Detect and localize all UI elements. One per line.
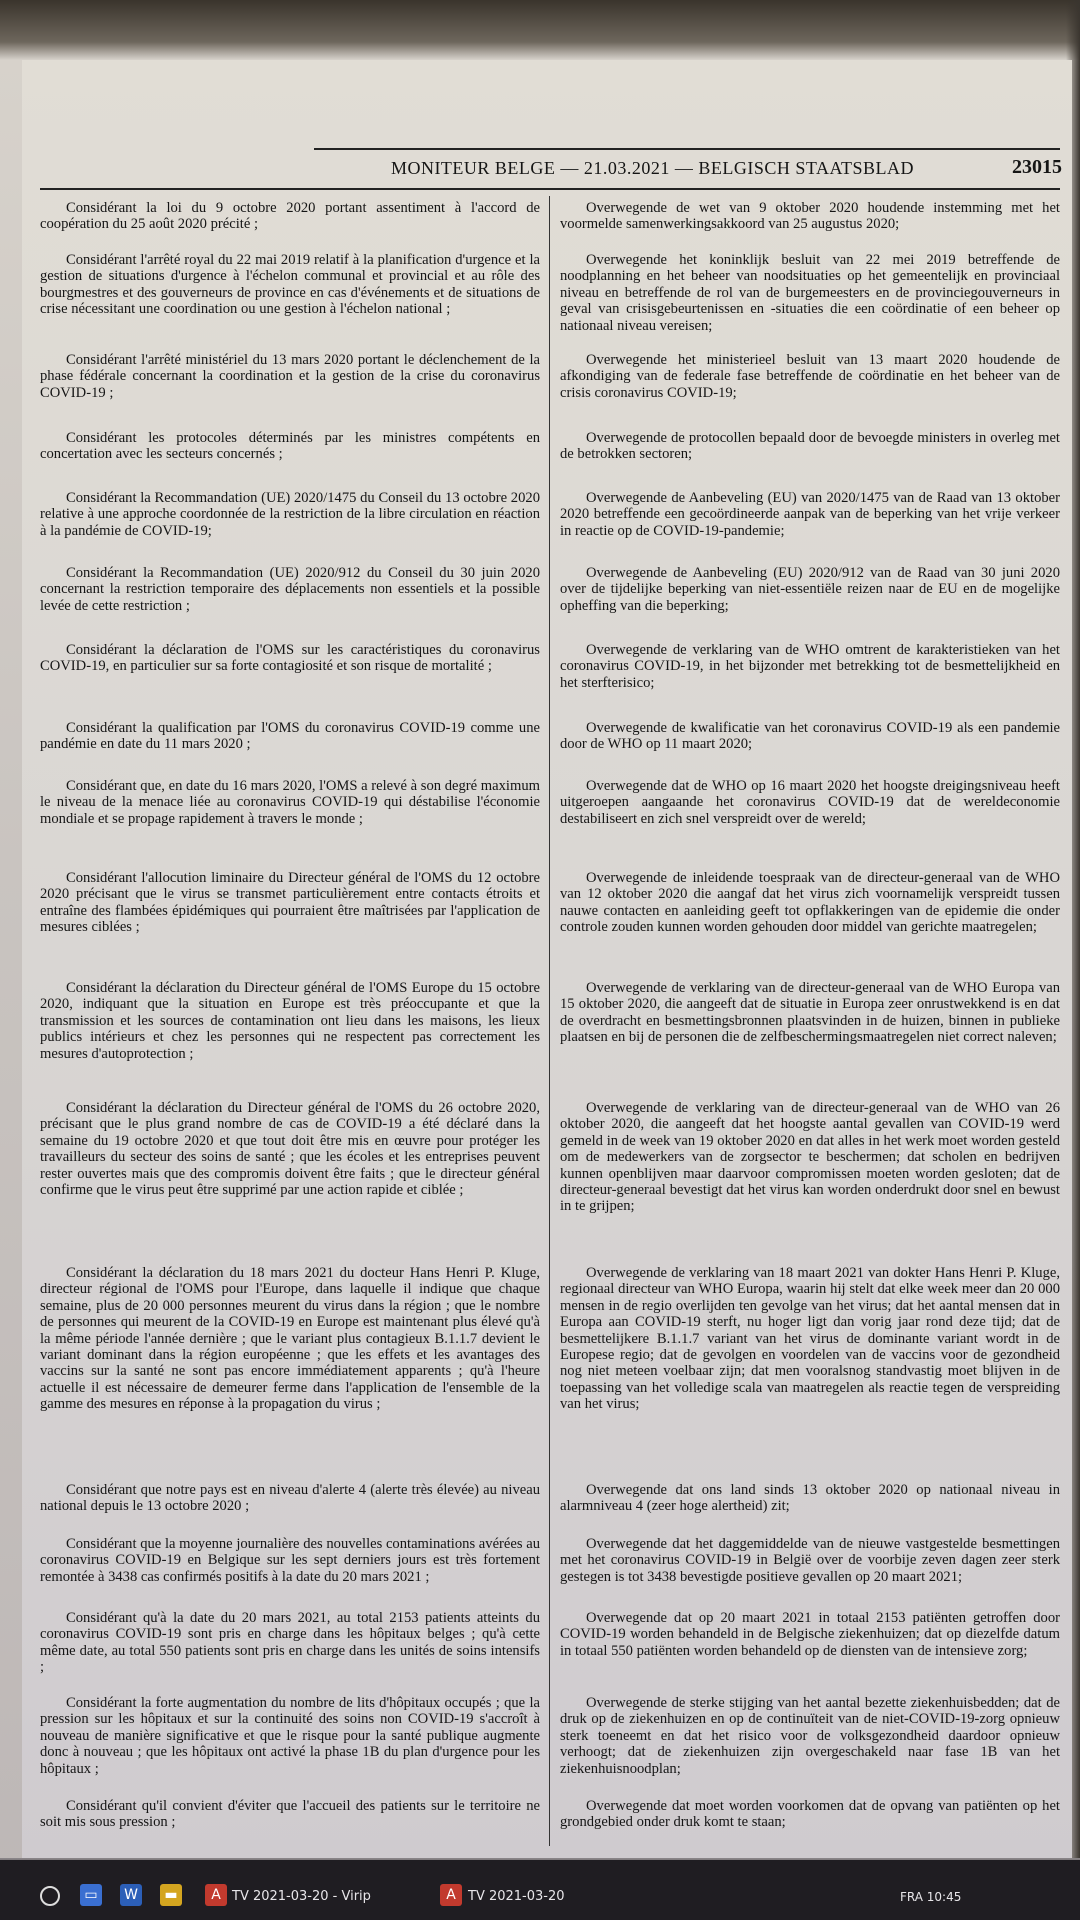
taskbar-item-2[interactable]: TV 2021-03-20	[468, 1889, 565, 1904]
nl-paragraph: Overwegende de wet van 9 oktober 2020 houdende instemming met het voormelde samenwerkingsakkoord van 25 augustus 2020;	[560, 200, 1060, 233]
document-page	[22, 60, 1072, 1860]
word-app-icon[interactable]: W	[120, 1884, 142, 1906]
fr-paragraph: Considérant la forte augmentation du nombre de lits d'hôpitaux occupés ; que la pression sur les hôpitaux et sur la continuité des soins non COVID-19 s'accroît à nouveau de manière significative et que le risque pour la santé publique augmente donc à nouveau ; que les hôpitaux ont activé la phase 1B du plan d'urgence pour les hôpitaux ;	[40, 1695, 540, 1777]
nl-paragraph: Overwegende de sterke stijging van het aantal bezette ziekenhuisbedden; dat de druk op de ziekenhuizen en op de continuïteit van de niet-COVID-19-zorg opnieuw sterk toeneemt en dat het risico voor de volksgezondheid daardoor opnieuw verhoogt; dat de ziekenhuizen zijn overgeschakeld naar fase 1B van het ziekenhuisnoodplan;	[560, 1695, 1060, 1777]
search-icon[interactable]	[40, 1886, 60, 1906]
nl-paragraph: Overwegende het ministerieel besluit van 13 maart 2020 houdende de afkondiging van de federale fase betreffende de coördinatie en het beheer van de crisis coronavirus COVID-19;	[560, 352, 1060, 401]
nl-paragraph: Overwegende de verklaring van de directeur-generaal van de WHO Europa van 15 oktober 2020, die aangeeft dat de situatie in Europa zeer onrustwekkend is en dat de overdracht en besmettingsbronnen plaatsvinden in de huizen, binnen in publieke plaatsen en bij de personen die de zelfbeschermingsmaatregelen niet correct naleven;	[560, 980, 1060, 1046]
nl-paragraph: Overwegende de verklaring van de directeur-generaal van de WHO van 26 oktober 2020, die aangeeft dat het hoogste aantal gevallen van COVID-19 werd gemeld in de week van 19 oktober 2020 en dat alles in het werk moet worden gesteld om de medewerkers van de zorgsector te beschermen; dat scholen en bedrijven kunnen openblijven maar daarvoor compromissen moeten worden gesloten; dat de directeur-generaal bevestigt dat het virus kan worden onderdrukt door snel en bewust in te grijpen;	[560, 1100, 1060, 1215]
fr-paragraph: Considérant l'allocution liminaire du Directeur général de l'OMS du 12 octobre 2020 précisant que le virus se transmet particulièrement entre contacts étroits et entraîne des flambées épidémiques qui pourraient être maîtrisées par l'application de mesures ciblées ;	[40, 870, 540, 936]
fr-paragraph: Considérant la qualification par l'OMS du coronavirus COVID-19 comme une pandémie en date du 11 mars 2020 ;	[40, 720, 540, 753]
system-tray[interactable]: FRA 10:45	[900, 1890, 962, 1904]
fr-paragraph: Considérant la déclaration du Directeur général de l'OMS Europe du 15 octobre 2020, indiquant que la situation en Europe est très préoccupante et que la transmission et les sources de contamination ont lieu dans les maisons, les lieux publics intérieurs et chez les personnes qui ne respectent pas correctement les mesures d'autoprotection ;	[40, 980, 540, 1062]
fr-paragraph: Considérant qu'il convient d'éviter que l'accueil des patients sur le territoire ne soit mis sous pression ;	[40, 1798, 540, 1831]
nl-paragraph: Overwegende dat moet worden voorkomen dat de opvang van patiënten op het grondgebied onder druk komt te staan;	[560, 1798, 1060, 1831]
task-view-icon[interactable]: ▭	[80, 1884, 102, 1906]
fr-paragraph: Considérant la déclaration du 18 mars 2021 du docteur Hans Henri P. Kluge, directeur régional de l'OMS pour l'Europe, dans laquelle il indique que chaque semaine, plus de 20 000 personnes meurent du virus dans la région ; que le nombre de personnes qui meurent de la COVID-19 en Europe est maintenant plus élevé qu'à la même période l'année dernière ; que le variant plus contagieux B.1.1.7 devient le variant dominant dans la région européenne ; que les effets et les avantages des vaccins sur la santé ne sont pas encore immédiatement apparents ; qu'à l'heure actuelle il est nécessaire de demeurer ferme dans l'application de l'ensemble de la gamme des mesures en réponse à la propagation du virus ;	[40, 1265, 540, 1413]
nl-paragraph: Overwegende de kwalificatie van het coronavirus COVID-19 als een pandemie door de WHO op 11 maart 2020;	[560, 720, 1060, 753]
fr-paragraph: Considérant que, en date du 16 mars 2020, l'OMS a relevé à son degré maximum le niveau de la menace liée au coronavirus COVID-19 qui déstabilise l'économie mondiale et se propage rapidement à travers le monde ;	[40, 778, 540, 827]
column-divider	[549, 196, 550, 1846]
fr-paragraph: Considérant que notre pays est en niveau d'alerte 4 (alerte très élevée) au niveau national depuis le 13 octobre 2020 ;	[40, 1482, 540, 1515]
nl-paragraph: Overwegende de Aanbeveling (EU) 2020/912 van de Raad van 30 juni 2020 over de tijdelijke beperking van niet-essentiële reizen naar de EU en de mogelijke opheffing van die beperking;	[560, 565, 1060, 614]
fr-paragraph: Considérant les protocoles déterminés par les ministres compétents en concertation avec les secteurs concernés ;	[40, 430, 540, 463]
fr-paragraph: Considérant que la moyenne journalière des nouvelles contaminations avérées au coronavirus COVID-19 en Belgique sur les sept derniers jours est très fortement remontée à 3438 cas confirmés positifs à la date du 20 mars 2021 ;	[40, 1536, 540, 1585]
nl-paragraph: Overwegende de Aanbeveling (EU) van 2020/1475 van de Raad van 13 oktober 2020 betreffende een gecoördineerde aanpak van de beperking van het vrije verkeer in reactie op de COVID-19-pandemie;	[560, 490, 1060, 539]
taskbar	[0, 1860, 1080, 1920]
nl-paragraph: Overwegende dat op 20 maart 2021 in totaal 2153 patiënten getroffen door COVID-19 worden behandeld in de Belgische ziekenhuizen; dat op diezelfde datum in totaal 550 patiënten worden behandeld op de diensten van de intensieve zorg;	[560, 1610, 1060, 1659]
nl-paragraph: Overwegende de verklaring van 18 maart 2021 van dokter Hans Henri P. Kluge, regionaal directeur van WHO Europa, waarin hij stelt dat elke week meer dan 20 000 mensen in de regio overlijden ten gevolge van het virus; dat het aantal mensen dat in Europa aan COVID-19 sterft, nu hoger ligt dan vorig jaar rond deze tijd; dat de besmettelijkere B.1.1.7 variant van het virus de dominante variant wordt in de Europese regio; dat de gevolgen en voordelen van de vaccins voor de gezondheid nog niet meteen voelbaar zijn; dat men vooralsnog standvastig moet blijven in de toepassing van het volledige scala van maatregelen als reactie tegen de verspreiding van het virus;	[560, 1265, 1060, 1413]
fr-paragraph: Considérant la loi du 9 octobre 2020 portant assentiment à l'accord de coopération du 25 août 2020 précité ;	[40, 200, 540, 233]
header-rule-bottom	[40, 188, 1060, 190]
fr-paragraph: Considérant qu'à la date du 20 mars 2021, au total 2153 patients atteints du coronavirus COVID-19 sont pris en charge dans les hôpitaux belges ; qu'à cette même date, au total 550 patients sont pris en charge dans les unités de soins intensifs ;	[40, 1610, 540, 1676]
pdf-app-icon[interactable]: A	[205, 1884, 227, 1906]
nl-paragraph: Overwegende dat ons land sinds 13 oktober 2020 op nationaal niveau in alarmniveau 4 (zeer hoge alertheid) zit;	[560, 1482, 1060, 1515]
page-number: 23015	[1012, 156, 1062, 178]
header-title: MONITEUR BELGE — 21.03.2021 — BELGISCH STAATSBLAD	[390, 158, 914, 178]
nl-paragraph: Overwegende dat het daggemiddelde van de nieuwe vastgestelde besmettingen met het coronavirus COVID-19 in België over de voorbije zeven dagen zeer sterk gestegen is tot 3438 bevestigde positieve gevallen op 20 maart 2021;	[560, 1536, 1060, 1585]
fr-paragraph: Considérant l'arrêté ministériel du 13 mars 2020 portant le déclenchement de la phase fédérale concernant la coordination et la gestion de la crise du coronavirus COVID-19 ;	[40, 352, 540, 401]
header-rule-top	[314, 148, 1060, 150]
nl-paragraph: Overwegende dat de WHO op 16 maart 2020 het hoogste dreigingsniveau heeft uitgeroepen aangaande het coronavirus COVID-19 dat de wereldeconomie destabiliseert en zich snel verspreidt over de wereld;	[560, 778, 1060, 827]
pdf-app-icon-2[interactable]: A	[440, 1884, 462, 1906]
fr-paragraph: Considérant la Recommandation (UE) 2020/912 du Conseil du 30 juin 2020 concernant la restriction temporaire des déplacements non essentiels et la possible levée de cette restriction ;	[40, 565, 540, 614]
fr-paragraph: Considérant la déclaration de l'OMS sur les caractéristiques du coronavirus COVID-19, en particulier sur sa forte contagiosité et son risque de mortalité ;	[40, 642, 540, 675]
nl-paragraph: Overwegende de protocollen bepaald door de bevoegde ministers in overleg met de betrokken sectoren;	[560, 430, 1060, 463]
taskbar-item-1[interactable]: TV 2021-03-20 - Virip	[232, 1889, 371, 1904]
dark-border-top	[0, 0, 1080, 60]
fr-paragraph: Considérant l'arrêté royal du 22 mai 2019 relatif à la planification d'urgence et la gestion de situations d'urgence à l'échelon communal et provincial et au rôle des bourgmestres et des gouverneurs de province en cas d'événements et de situations de crise nécessitant une coordination ou une gestion à l'échelon national ;	[40, 252, 540, 318]
fr-paragraph: Considérant la Recommandation (UE) 2020/1475 du Conseil du 13 octobre 2020 relative à une approche coordonnée de la restriction de la libre circulation en réaction à la pandémie de COVID-19;	[40, 490, 540, 539]
fr-paragraph: Considérant la déclaration du Directeur général de l'OMS du 26 octobre 2020, précisant que le plus grand nombre de cas de COVID-19 a été déclaré dans la semaine du 19 octobre 2020 et que tout doit être mis en œuvre pour protéger les travailleurs du secteur des soins de santé ; que les écoles et les entreprises peuvent rester ouvertes mais que des compromis doivent être faits ; que le directeur général confirme que le virus peut être supprimé par une action rapide et ciblée ;	[40, 1100, 540, 1199]
nl-paragraph: Overwegende de verklaring van de WHO omtrent de karakteristieken van het coronavirus COVID-19, in het bijzonder met betrekking tot de besmettelijkheid en het sterfterisico;	[560, 642, 1060, 691]
nl-paragraph: Overwegende de inleidende toespraak van de directeur-generaal van de WHO van 12 oktober 2020 die aangaf dat het virus zich voornamelijk verspreidt tussen nauwe contacten en aanleiding geeft tot opflakkeringen van de epidemie die onder controle zouden kunnen worden gehouden door middel van gerichte maatregelen;	[560, 870, 1060, 936]
nl-paragraph: Overwegende het koninklijk besluit van 22 mei 2019 betreffende de noodplanning en het beheer van noodsituaties op het gemeentelijk en provinciaal niveau en betreffende de rol van de burgemeesters en de provinciegouverneurs in geval van crisisgebeurtenissen en -situaties die een coördinatie of een beheer op nationaal niveau vereisen;	[560, 252, 1060, 334]
file-explorer-icon[interactable]: ▬	[160, 1884, 182, 1906]
